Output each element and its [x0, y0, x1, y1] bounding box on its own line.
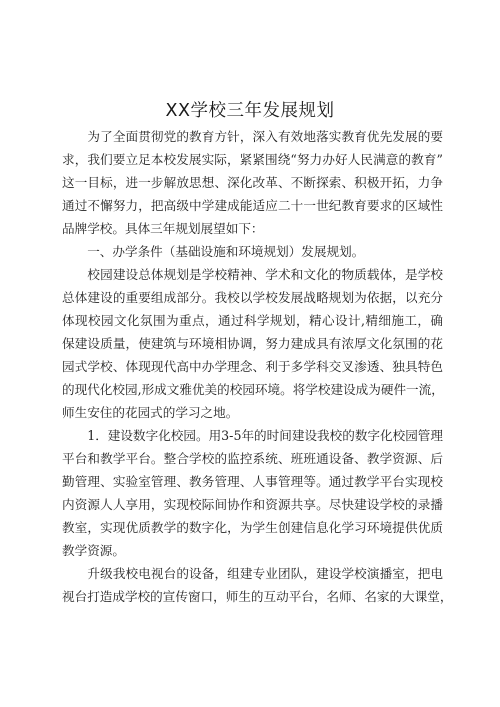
document-body — [62, 125, 453, 608]
paragraph — [62, 125, 443, 240]
text-line: 内资源人人享用，实现校际间协作和资源共享。尽快建设学校的录播 — [62, 497, 443, 512]
text-line: 求，我们要立足本校发展实际，紧紧围绕“努力办好人民满意的教育” — [62, 152, 443, 167]
paragraph — [62, 240, 443, 263]
paragraph — [62, 424, 443, 562]
document-title: XX学校三年发展规划 — [165, 101, 335, 121]
text-line: 勤管理、实验室管理、教务管理、人事管理等。通过教学平台实现校 — [62, 474, 443, 489]
text-line: 教室，实现优质教学的数字化，为学生创建信息化学习环境提供优质 — [62, 520, 443, 535]
text-line: 通过不懈努力，把高级中学建成能适应二十一世纪教育要求的区域性 — [62, 198, 443, 213]
text-line: 总体建设的重要组成部分。我校以学校发展战略规划为依据，以充分 — [62, 290, 443, 305]
text-line: 保建设质量，使建筑与环境相协调，努力建成具有浓厚文化氛围的花 — [62, 336, 443, 351]
text-line: 平台和教学平台。整合学校的监控系统、班班通设备、教学资源、后 — [62, 451, 443, 466]
paragraph — [62, 263, 443, 424]
text-line: 为了全面贯彻党的教育方针，深入有效地落实教育优先发展的要 — [62, 129, 443, 144]
text-line: 校园建设总体规划是学校精神、学术和文化的物质载体，是学校 — [62, 267, 443, 282]
text-line: 的现代化校园,形成文雅优美的校园环境。将学校建设成为硬件一流， — [62, 382, 444, 397]
text-line: 园式学校、体现现代高中办学理念、利于多学科交叉渗透、独具特色 — [62, 359, 443, 374]
text-line: 这一目标，进一步解放思想、深化改革、不断探索、积极开拓，力争 — [62, 175, 443, 190]
text-line: 一、办学条件（基础设施和环境规划）发展规划。 — [62, 244, 365, 259]
text-line: 体现校园文化氛围为重点，通过科学规划，精心设计,精细施工，确 — [62, 313, 443, 328]
text-line: 升级我校电视台的设备，组建专业团队，建设学校演播室，把电 — [62, 566, 443, 581]
paragraph — [62, 562, 453, 608]
text-line: 视台打造成学校的宣传窗口，师生的互动平台，名师、名家的大课堂， — [62, 589, 453, 604]
text-line: 品牌学校。具体三年规划展望如下： — [62, 221, 264, 236]
text-line: 教学资源。 — [62, 543, 125, 558]
text-line: 1．建设数字化校园。用3-5年的时间建设我校的数字化校园管理 — [62, 428, 443, 443]
text-line: 师生安住的花园式的学习之地。 — [62, 405, 239, 420]
